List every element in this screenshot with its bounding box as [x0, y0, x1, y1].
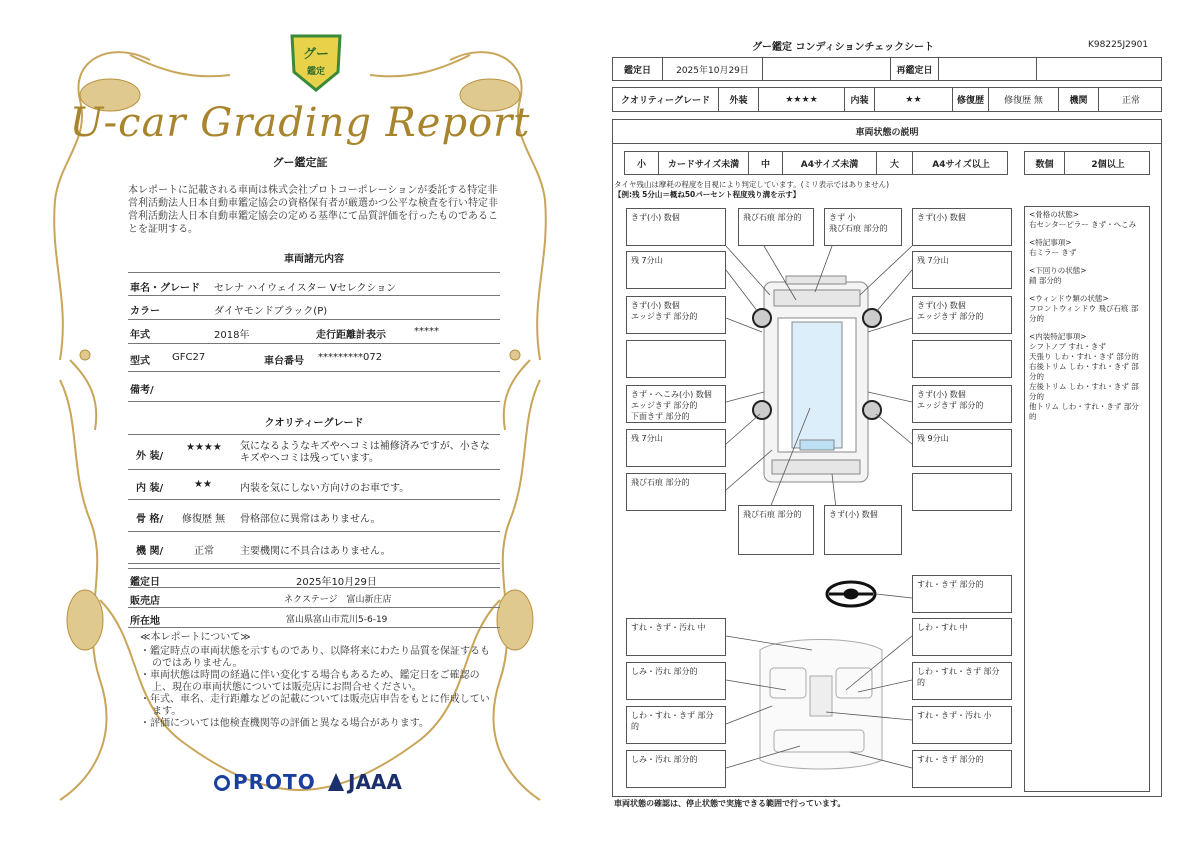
box-text: しわ・すれ 中	[917, 623, 968, 632]
note-value: 右後トリム しわ・すれ・きず 部分的	[1029, 362, 1139, 381]
exterior-box-rear-right	[912, 473, 1012, 511]
date-label: 鑑定日	[613, 58, 663, 80]
quality-comment: 主要機関に不具合はありません。	[240, 546, 391, 557]
spec-row-color	[128, 296, 500, 320]
quality-comment: 気になるようなキズやヘコミは補修済みですが、小さなキズやヘコミは残っています。	[240, 441, 490, 464]
tire-note: タイヤ残山は摩耗の程度を目視により判定しています。(ミリ表示ではありません)	[614, 180, 890, 189]
box-text: しわ・すれ・きず 部分的	[917, 667, 1000, 687]
size-legend	[624, 151, 1008, 175]
interior-box-rear-seat-left	[626, 750, 726, 788]
box-text: きず(小) 数個	[829, 510, 878, 519]
interior-box-ceiling	[626, 618, 726, 656]
box-text: きず(小) 数個	[631, 213, 680, 222]
exterior-box-left-middle	[626, 340, 726, 378]
quality-row-exterior	[128, 434, 500, 470]
exterior-box-front-left	[626, 208, 726, 246]
note-value: 錆 部分的	[1029, 276, 1062, 285]
repair-label: 修復歴	[953, 88, 989, 111]
certificate-statement: 本レポートに記載される車両は株式会社プロトコーポレーションが委託する特定非営利活動法人日本自動車鑑定協会の資格保有者が厳選かつ公平な検査を行い特定非営利活動法人日本自動車鑑定協会の定める基準にて品質評価を行ったものであることを証明する。	[128, 185, 498, 235]
appraisal-label: 鑑定日	[130, 577, 160, 588]
box-text: 残 7分山	[631, 434, 663, 443]
note-value: 天張り しわ・すれ・きず 部分的	[1029, 352, 1139, 361]
size-legend-item: A4サイズ以上	[932, 159, 990, 170]
spec-row-model	[128, 344, 500, 372]
exterior-box-tire-rr	[912, 429, 1012, 467]
proto-logo	[214, 770, 316, 794]
reappraisal-value	[939, 58, 1037, 80]
date-value: 2025年10月29日	[663, 58, 763, 80]
report-notes	[140, 632, 490, 730]
report-title: U-car Grading Report	[69, 100, 531, 146]
interior-box-right-trim	[912, 662, 1012, 700]
note-heading: <下回りの状態>	[1029, 266, 1087, 275]
quality-value: 正常	[194, 546, 214, 557]
size-legend-item: A4サイズ未満	[783, 152, 877, 174]
exterior-box-right-front	[912, 296, 1012, 334]
reappraisal-label: 再鑑定日	[891, 58, 939, 80]
spec-value: セレナ ハイウェイスター Vセレクション	[214, 283, 397, 294]
exterior-box-tire-fl	[626, 251, 726, 289]
note-value: 他トリム しわ・すれ・きず 部分的	[1029, 402, 1139, 421]
exterior-box-right-rear	[912, 385, 1012, 423]
appraisal-row-address	[128, 608, 500, 628]
condition-heading: 車両状態の説明	[613, 120, 1161, 144]
exterior-box-rear-bumper	[738, 505, 814, 555]
interior-box-left-trim	[626, 706, 726, 744]
date-blank	[763, 58, 891, 80]
box-text: エッジきず 部分的	[631, 401, 698, 410]
specs-heading: 車両諸元内容	[284, 254, 344, 265]
note-heading: <骨格の状態>	[1029, 210, 1080, 219]
box-text: 残 7分山	[631, 256, 663, 265]
spec-label: 型式	[130, 356, 150, 367]
appraisal-value: ネクステージ 富山新庄店	[284, 595, 392, 605]
box-text: きず(小) 数個	[631, 301, 680, 310]
exterior-stars: ★★★★	[759, 88, 845, 111]
box-text: 飛び石痕 部分的	[743, 213, 802, 222]
appraisal-label: 販売店	[130, 596, 160, 607]
engine-label: 機関	[1059, 88, 1099, 111]
note-item: ・評価については他検査機関等の評価と異なる場合があります。	[140, 718, 429, 729]
spec-row-year	[128, 320, 500, 344]
quality-label: 機 関/	[136, 546, 164, 557]
jaaa-mark-icon	[328, 773, 344, 791]
spec-value: ダイヤモンドブラック(P)	[214, 306, 328, 317]
box-text: しみ・汚れ 部分的	[631, 667, 698, 676]
quality-comment: 骨格部位に異常はありません。	[240, 514, 381, 525]
box-text: すれ・きず 部分的	[917, 755, 984, 764]
exterior-box-left-rear	[626, 385, 726, 423]
interior-stars: ★★	[875, 88, 953, 111]
box-text: すれ・きず・汚れ 中	[631, 623, 706, 632]
exterior-box-rear-left	[626, 473, 726, 511]
box-text: きず・へこみ(小) 数個	[631, 390, 712, 399]
exterior-box-front-bumper	[738, 208, 814, 246]
quality-row-frame	[128, 500, 500, 532]
engine-value: 正常	[1121, 96, 1140, 106]
sheet-title: グー鑑定 コンディションチェックシート	[752, 42, 935, 53]
notes-heading: ≪本レポートについて≫	[140, 632, 251, 643]
spec-row-remarks	[128, 372, 500, 402]
tire-example: 【例:残 5分山＝概ね50パーセント程度残り溝を示す】	[614, 190, 801, 199]
size-legend-item: 小	[625, 152, 659, 174]
box-text: エッジきず 部分的	[917, 401, 984, 410]
note-heading: <ウィンドウ類の状態>	[1029, 294, 1109, 303]
box-text: きず(小) 数個	[917, 213, 966, 222]
exterior-label: 外装	[719, 88, 759, 111]
count-legend	[1024, 151, 1150, 175]
note-value: 右センターピラー きず・へこみ	[1029, 220, 1137, 229]
box-text: 残 7分山	[917, 256, 949, 265]
appraisal-row-shop	[128, 588, 500, 608]
box-text: しみ・汚れ 部分的	[631, 755, 698, 764]
quality-row-engine	[128, 532, 500, 564]
spec-row-name	[128, 272, 500, 296]
count-value: 2個以上	[1091, 159, 1125, 170]
quality-heading: クオリティーグレード	[264, 418, 364, 429]
interior-box-passenger-seat	[626, 662, 726, 700]
exterior-box-right-middle	[912, 340, 1012, 378]
note-heading: <特記事項>	[1029, 238, 1072, 247]
quality-stars: ★★★★	[186, 442, 222, 453]
spec-value: *********072	[318, 352, 383, 363]
proto-mark-icon	[214, 775, 230, 791]
interior-box-steering	[912, 575, 1012, 613]
spec-value: 2018年	[214, 330, 250, 341]
sheet-footer: 車両状態の確認は、停止状態で実施できる範囲で行っています。	[614, 799, 846, 808]
quality-label: 骨 格/	[136, 514, 164, 525]
exterior-box-rear-gate	[824, 505, 902, 555]
spec-label: カラー	[130, 306, 160, 317]
box-text: きず(小) 数個	[917, 390, 966, 399]
box-text: エッジきず 部分的	[631, 312, 698, 321]
appraisal-value: 富山県富山市荒川5-6-19	[286, 615, 388, 625]
count-label: 数個	[1025, 152, 1065, 174]
box-text: きず 小	[829, 213, 856, 222]
exterior-box-tire-rl	[626, 429, 726, 467]
quality-stars: ★★	[194, 479, 212, 490]
sheet-code: K98225J2901	[1088, 40, 1149, 50]
svg-text:鑑定: 鑑定	[306, 67, 326, 77]
box-text: エッジきず 部分的	[917, 312, 984, 321]
quality-comment: 内装を気にしない方向けのお車です。	[240, 483, 410, 494]
quality-row-interior	[128, 470, 500, 500]
size-legend-item: カードサイズ未満	[659, 152, 749, 174]
exterior-box-front-right	[912, 208, 1012, 246]
condition-notes	[1024, 206, 1150, 792]
reappraisal-blank	[1037, 58, 1163, 80]
certificate-title: グー鑑定証	[272, 156, 328, 169]
grade-label: クオリティーグレード	[613, 88, 719, 111]
appraisal-label: 所在地	[130, 616, 160, 627]
quality-label: 外 装/	[136, 451, 164, 462]
note-item: ・年式、車名、走行距離などの記載については販売店申告をもとに作成しています。	[140, 694, 490, 717]
interior-box-shift-knob	[912, 706, 1012, 744]
note-value: フロントウィンドウ 飛び石痕 部分的	[1029, 304, 1139, 323]
size-legend-item: 中	[749, 152, 783, 174]
spec-label: 車台番号	[264, 356, 304, 367]
interior-box-rear-seat-right	[912, 750, 1012, 788]
interior-label: 内装	[845, 88, 875, 111]
jaaa-logo-text: JAAA	[348, 770, 402, 794]
note-value: 左後トリム しわ・すれ・きず 部分的	[1029, 382, 1139, 401]
spec-label: 備考/	[130, 385, 154, 396]
appraisal-row-date	[128, 568, 500, 588]
grade-table	[612, 87, 1162, 112]
note-item: ・車両状態は時間の経過に伴い変化する場合もあるため、鑑定日をご確認の上、現在の車両状態については販売店にお問合せください。	[140, 670, 480, 693]
exterior-box-front-glass	[824, 208, 902, 246]
quality-label: 内 装/	[136, 483, 164, 494]
quality-value: 修復歴 無	[182, 514, 226, 525]
box-text: しわ・すれ・きず 部分的	[631, 711, 714, 731]
proto-logo-text: PROTO	[233, 770, 316, 794]
note-value: 右ミラー きず	[1029, 248, 1077, 257]
appraisal-value: 2025年10月29日	[296, 577, 377, 588]
box-text: 下面きず 部分的	[631, 412, 690, 421]
exterior-box-tire-fr	[912, 251, 1012, 289]
svg-text:グー: グー	[302, 47, 330, 62]
box-text: すれ・きず 部分的	[917, 580, 984, 589]
spec-value: *****	[414, 326, 439, 337]
size-legend-item: 大	[877, 152, 913, 174]
date-table	[612, 57, 1162, 81]
spec-value: GFC27	[172, 352, 206, 363]
box-text: 飛び石痕 部分的	[829, 224, 888, 233]
condition-check-sheet	[600, 0, 1200, 848]
repair-value: 修復歴 無	[989, 88, 1059, 111]
interior-box-driver-seat	[912, 618, 1012, 656]
note-value: シフトノブ すれ・きず	[1029, 342, 1106, 351]
note-heading: <内装特記事項>	[1029, 332, 1087, 341]
goo-kantei-badge	[288, 30, 344, 94]
box-text: 飛び石痕 部分的	[743, 510, 802, 519]
note-item: ・鑑定時点の車両状態を示すものであり、以降将来にわたり品質を保証するものではありません。	[140, 646, 490, 669]
jaaa-logo	[328, 770, 402, 794]
box-text: 残 9分山	[917, 434, 949, 443]
exterior-box-left-front	[626, 296, 726, 334]
box-text: すれ・きず・汚れ 小	[917, 711, 992, 720]
box-text: きず(小) 数個	[917, 301, 966, 310]
spec-label: 車名・グレード	[130, 283, 200, 294]
spec-label: 年式	[130, 330, 150, 341]
box-text: 飛び石痕 部分的	[631, 478, 690, 487]
spec-label: 走行距離計表示	[316, 330, 386, 341]
